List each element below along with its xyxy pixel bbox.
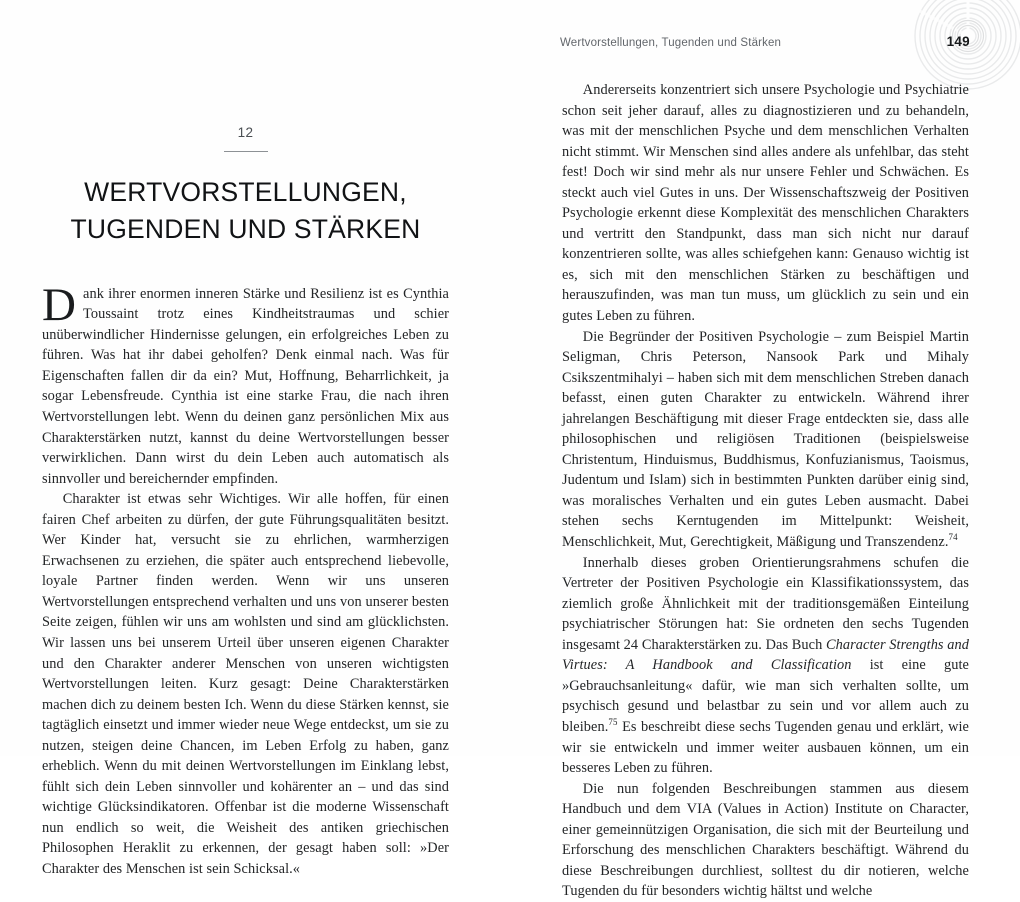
paragraph-text: ank ihrer enormen inneren Stärke und Resilienz ist es Cynthia Toussaint trotz eines Kindheitstraumas und schier unüberwindlicher Hindernisse gelungen, ein erfolgreiches Leben zu führen. Was hat ihr dabei geholfen? Denk einmal nach. Was für Eigenschaften fallen dir da ein? Mut, Hoffnung, Beharrlichkeit, ja sogar Lebensfreude. Cynthia ist eine starke Frau, die nach ihren Wertvorstellungen lebt. Wenn du deinen ganz persönlichen Mix aus Charakterstärken nutzt, kannst du deine Wertvorstellungen besser verwirklichen. Dann wirst du dein Leben auch automatisch als sinnvoller und bereichernder empfinden. [42, 285, 449, 487]
right-column [562, 80, 969, 902]
chapter-opener [42, 126, 449, 248]
paragraph-text: Die Begründer der Positiven Psychologie – zum Beispiel Martin Seligman, Chris Peterson, Nansook Park und Mihaly Csikszentmihalyi – haben sich mit dem menschlichen Streben danach befasst, einen guten Charakter zu entwickeln. Während ihrer jahrelangen Beschäftigung mit dieser Frage entdeckten sie, dass alle philosophischen und religiösen Traditionen (beispielsweise Christentum, Hinduismus, Buddhismus, Konfuzianismus, Taoismus, Judentum und Islam) sich in bestimmten Punkten darüber einig sind, was moralisches Verhalten und ein gutes Leben ausmacht. Dabei stehen sechs Kerntugenden im Mittelpunkt: Weisheit, Menschlichkeit, Mut, Gerechtigkeit, Mäßigung und Transzendenz. [562, 328, 969, 551]
paragraph [562, 779, 969, 902]
running-header [560, 34, 970, 49]
paragraph [42, 278, 449, 489]
paragraph-text: Andererseits konzentriert sich unsere Psychologie und Psychiatrie schon seit jeher darauf, alles zu diagnostizieren und zu behandeln, was mit der menschlichen Psyche und dem menschlichen Verhalten nicht stimmt. Wir Menschen sind alles andere als unfehlbar, das steht fest! Doch wir sind mehr als nur unsere Fehler und Schwächen. Es steckt auch viel Gutes in uns. Der Wissenschaftszweig der Positiven Psychologie erkennt diese Komplexität des menschlichen Charakters und vertritt den Standpunkt, dass man sich nicht nur darauf konzentrieren sollte, was alles schiefgehen kann: Genauso wichtig ist es, sich mit den menschlichen Stärken zu beschäftigen und herauszufinden, was man tun muss, um glücklich zu sein und ein gutes Leben zu führen. [562, 82, 969, 325]
paragraph-text: Innerhalb dieses groben Orientierungsrahmens schufen die Vertreter der Positiven Psychologie ein Klassifikationssystem, das ziemlich große Ähnlichkeit mit der traditionsgemäßen Einteilung psychiatrischer Störungen hat: Sie ordneten den sechs Tugenden insgesamt 24 Charakterstärken zu. Das Buch [562, 554, 969, 653]
book-title: Character Strengths and Virtues: A Handbook and Classification [562, 636, 969, 674]
running-header-title: Wertvorstellungen, Tugenden und Stärken [560, 37, 782, 49]
paragraph [42, 489, 449, 879]
chapter-rule [224, 151, 268, 152]
chapter-title-line-1: WERTVORSTELLUNGEN, [84, 176, 407, 207]
paragraph [562, 327, 969, 553]
paragraph-text: Die nun folgenden Beschreibungen stammen aus diesem Handbuch und dem VIA (Values in Action) Institute on Character, einer gemeinnützigen Organisation, die sich mit der Beurteilung und Erforschung des menschlichen Charakters beschäftigt. Während du diese Beschreibungen durchliest, solltest du dir notieren, welche Tugenden du für besonders wichtig hältst und welche [562, 780, 969, 900]
drop-cap: D [42, 278, 77, 331]
footnote-marker: 74 [948, 532, 958, 543]
paragraph-text: Es beschreibt diese sechs Tugenden genau und erklärt, wie wir sie entwickeln und immer weiter ausbauen können, um ein besseres Leben zu führen. [562, 718, 969, 777]
paragraph [562, 80, 969, 327]
chapter-title [42, 174, 449, 248]
right-column-body [562, 80, 969, 902]
left-column [42, 0, 449, 880]
paragraph [562, 553, 969, 779]
paragraph-text: ist eine gute »Gebrauchsanleitung« dafür, wie man sich verhalten sollte, um psychisch gesund und belastbar zu sein und vor allem auch zu bleiben. [562, 657, 969, 735]
page-number: 149 [946, 34, 970, 49]
left-column-body [42, 278, 449, 880]
chapter-number: 12 [237, 125, 254, 140]
footnote-marker: 75 [608, 717, 618, 728]
chapter-title-line-2: TUGENDEN UND STÄRKEN [70, 213, 421, 244]
paragraph-text: Charakter ist etwas sehr Wichtiges. Wir alle hoffen, für einen fairen Chef arbeiten zu dürfen, der gute Führungsqualitäten besitzt. Wer Kinder hat, versucht sie zu ehrlichen, warmherzigen Erwachsenen zu erziehen, die später auch entsprechend liebevolle, loyale Partner finden werden. Wenn wir uns unseren Wertvorstellungen entsprechend verhalten und uns von unserer besten Seite zeigen, fühlen wir uns am wohlsten und sind am glücklichsten. Wir lassen uns bei unserem Urteil über unseren eigenen Charakter und den Charakter anderer Menschen von unseren wichtigsten Wertvorstellungen leiten. Kurz gesagt: Deine Charakterstärken machen dich zu deinem besten Ich. Wenn du diese Stärken kennst, sie tagtäglich einsetzt und immer wieder neue Wege entdeckst, um sie zu nutzen, steigen deine Chancen, im Leben Erfolg zu haben, ganz erheblich. Wenn du mit deinen Wertvorstellungen im Einklang lebst, fühlt sich dein Leben sinnvoller und kohärenter an – und das sind wichtige Glücksindikatoren. Offenbar ist die moderne Wissenschaft nun endlich so weit, die Weisheit des antiken griechischen Philosophen Heraklit zu erkennen, der gesagt haben soll: »Der Charakter des Menschen ist sein Schicksal.« [42, 491, 449, 877]
